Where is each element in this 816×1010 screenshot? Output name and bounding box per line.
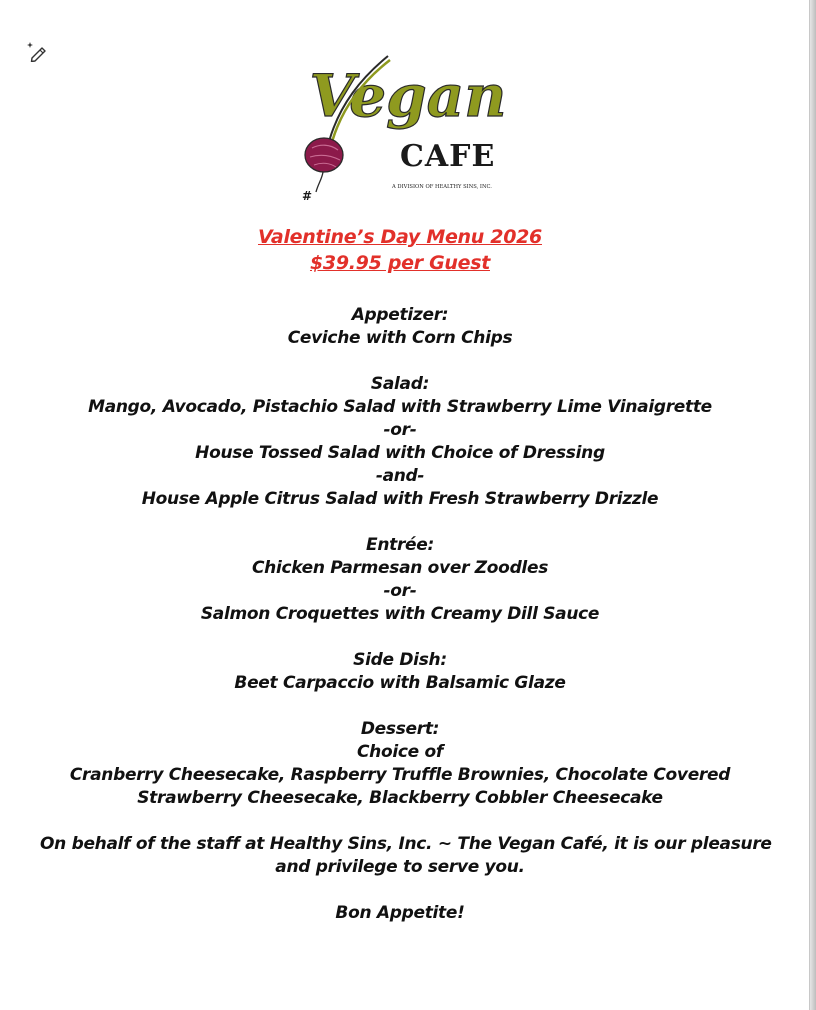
menu-title: Valentine’s Day Menu 2026 — [258, 226, 542, 248]
section-heading-side-dish: Side Dish: — [353, 650, 447, 670]
dessert-item: Strawberry Cheesecake, Blackberry Cobbler Cheesecake — [137, 788, 663, 808]
logo-division-text: A DIVISION OF HEALTHY SINS, INC. — [392, 184, 492, 190]
entree-separator: -or- — [383, 581, 417, 601]
dessert-intro: Choice of — [357, 742, 443, 762]
signoff: Bon Appetite! — [335, 903, 465, 923]
entree-item: Chicken Parmesan over Zoodles — [251, 558, 549, 578]
closing-line: and privilege to serve you. — [275, 857, 525, 877]
menu-price: $39.95 per Guest — [309, 252, 490, 274]
logo-mark-text: # — [302, 189, 313, 203]
section-heading-dessert: Dessert: — [360, 719, 440, 739]
appetizer-item: Ceviche with Corn Chips — [287, 328, 513, 348]
side-dish-item: Beet Carpaccio with Balsamic Glaze — [234, 673, 566, 693]
edit-sparkle-icon[interactable] — [26, 40, 48, 62]
salad-separator: -or- — [383, 420, 417, 440]
logo-vegan-text: Vegan — [309, 62, 507, 130]
salad-item: House Tossed Salad with Choice of Dressing — [195, 443, 605, 463]
salad-item: House Apple Citrus Salad with Fresh Strawberry Drizzle — [141, 489, 659, 509]
closing-line: On behalf of the staff at Healthy Sins, Inc. ~ The Vegan Café, it is our pleasure — [40, 834, 772, 854]
section-heading-appetizer: Appetizer: — [351, 305, 449, 325]
logo-cafe-text: CAFE — [400, 139, 496, 174]
dessert-item: Cranberry Cheesecake, Raspberry Truffle Brownies, Chocolate Covered — [69, 765, 731, 785]
section-heading-entree: Entrée: — [366, 535, 434, 555]
section-heading-salad: Salad: — [370, 374, 430, 394]
salad-separator: -and- — [375, 466, 425, 486]
salad-item: Mango, Avocado, Pistachio Salad with Strawberry Lime Vinaigrette — [88, 397, 712, 417]
entree-item: Salmon Croquettes with Creamy Dill Sauce — [200, 604, 600, 624]
page-edge-scrollbar — [809, 0, 816, 1010]
menu-content — [40, 224, 772, 925]
vegan-cafe-logo — [296, 44, 512, 204]
